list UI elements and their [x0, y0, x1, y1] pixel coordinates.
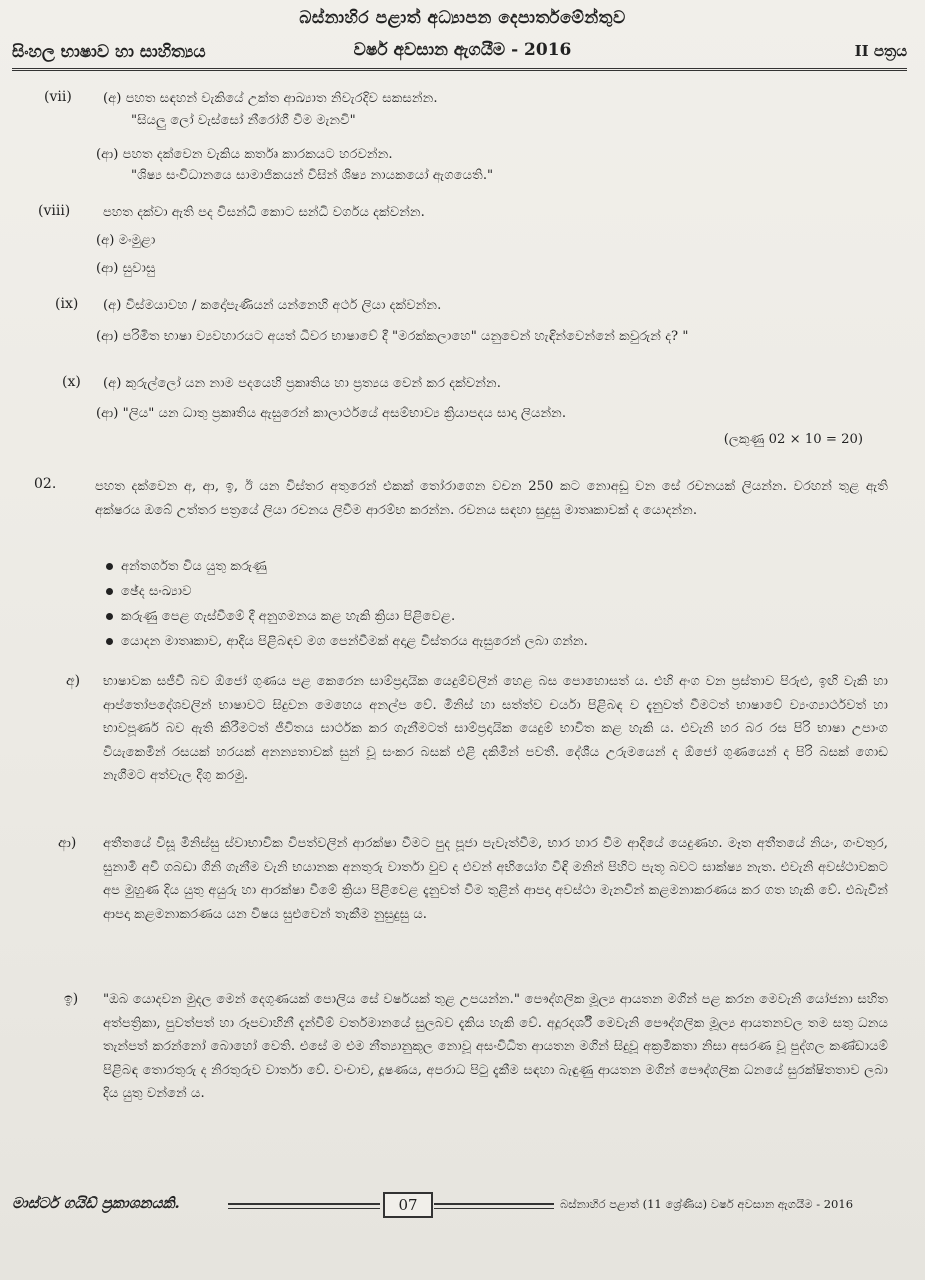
q2-a-label: අ) [66, 673, 81, 689]
header-department: බස්නාහිර පළාත් අධ්‍යාපන දෙපාර්තමේන්තුව [299, 8, 626, 28]
q1-ix-aa: (ආ) පරිමිත භාෂා ව්‍යවහාරයට අයත් ධීවර භාෂාවේ දී "මරක්කලාහෙ" යනුවෙන් හැඳින්වෙන්නේ කවුරුන් ද? " [96, 329, 689, 344]
q1-x-number: (x) [62, 374, 81, 390]
header-paper: II පත්‍රය [854, 42, 907, 60]
bullet-dot-icon [106, 613, 113, 620]
bullet-dot-icon [106, 588, 113, 595]
q2-i-label: ඉ) [64, 991, 79, 1007]
q1-ix-a: (අ) විස්මයාවහ / කදෝපැණියන් යන්නෙහි අර්ථ ලියා දක්වන්න. [103, 298, 442, 313]
q2-bullet-1: අන්තර්ගත විය යුතු කරුණු [106, 558, 267, 576]
q2-intro: පහත දක්වෙන අ, ආ, ඉ, ඊ යන විස්තර අතුරෙන් එකක් තෝරාගෙන වචන 250 කට නොඅඩු වන සේ රචනයක් ලියන්න. වරහන් තුළ ඇති අක්ෂරය ඔබේ උත්තර පත්‍රයේ ලියා රචනය ලිවීම ආරම්භ කරන්න. රචනය සඳහා සුදුසු මාතෘකාවක් ද යොදන්න. [95, 479, 888, 518]
q2-number: 02. [34, 476, 57, 492]
q2-i-text: "ඔබ යොදවන මුදල මෙන් දෙගුණයක් පොලිය සේ වර්ෂයක් තුළ උපයන්න." පෞද්ගලික මූල්‍ය ආයතන මගින් පළ කරන මෙවැනි යෝජනා සහිත අත්පත්‍රිකා, පුවත්පත් හා රූපවාහිනී දැන්වීම් වර්තමානයේ සුලබව දැකිය හැකි වේ. අදූරදර්ශී මෙවැනි පෞද්ගලික මූල්‍ය ආයතනවල තම සතු ධනය තැන්පත් කරන්නෝ බොහෝ වෙති. එසේ ම එම නීත්‍යානුකූල නොවූ අසංවිධිත ආයතන මගින් සිදුවූ අක්‍රමිකතා නිසා අසරණ වූ පුද්ගල කණ්ඩායම් පිළිබඳ තොරතුරු ද නිරතුරුව වාර්තා වේ. වංචාව, දූෂණය, අපරාධ පිටු දැකීම සඳහා බැඳුණු ආයතන මගින් පෞද්ගලික ධනයේ සුරක්ෂිතතාව ලබා දිය යුතු වන්නේ ය. [103, 992, 888, 1101]
q1-viii-text: පහත දක්වා ඇති පද විසන්ධි කොට සන්ධි වර්ගය දක්වන්න. [103, 205, 425, 220]
header-rule [12, 68, 907, 71]
q1-vii-aa-quote: "ශිෂ්‍ය සංවිධානයෙ සාමාජිකයන් විසින් ශිෂ්‍ය නායකයෝ ඇගයෙති." [131, 168, 494, 183]
bullet-dot-icon [106, 563, 113, 570]
bullet-dot-icon [106, 638, 113, 645]
q1-marks: (ලකුණු 02 × 10 = 20) [723, 432, 863, 447]
q2-bullet-3: කරුණු පෙළ ගැස්වීමේ දී අනුගමනය කළ හැකි ක්‍රියා පිළිවෙළ. [106, 608, 455, 626]
q1-vii-number: (vii) [44, 89, 72, 105]
q1-viii-number: (viii) [38, 203, 71, 219]
q1-viii-aa: (ආ) සුවාසු [96, 261, 156, 276]
footer-rule-right [434, 1203, 554, 1209]
q1-vii-a: (අ) පහත සඳහන් වැකියේ උක්ත ආඛ්‍යාත නිවැරදිව සකසන්න. [103, 91, 438, 106]
q1-ix-number: (ix) [55, 296, 79, 312]
q2-bullet-2: ඡේද සංඛ්‍යාව [106, 583, 192, 601]
q2-bullet-4: යොදන මාතෘකාව, ආදිය පිළිබඳව මග පෙන්වීමක් අදාළ විස්තරය ඇසුරෙන් ලබා ගන්න. [106, 633, 588, 651]
q1-x-aa: (ආ) "ලිය" යන ධාතු ප්‍රකෘතිය ඇසුරෙන් කාලාර්ථයේ අසම්භාව්‍ය ක්‍රියාපදය සාදා ලියන්න. [96, 406, 567, 421]
q1-x-a: (අ) කුරුල්ලෝ යන නාම පදයෙහි ප්‍රකෘතිය හා ප්‍රත්‍යය වෙන් කර දක්වන්න. [103, 376, 501, 391]
q1-vii-a-quote: "සියලු ලෝ වැස්සෝ නීරෝගී වීම මැනවි" [131, 113, 356, 128]
q2-aa-text: අතීතයේ විසූ මිනිස්සු ස්වාභාවික විපත්වලින් ආරක්ෂා වීමට පුද පූජා පැවැත්වීම, භාර හාර වීම ආදියේ යෙදුණහ. මෑත අතීතයේ නියං, ගංවතුර, සුනාමි අවි ගබඩා ගිනි ගැනීම වැනි භයානක අනතුරු වාර්තා වුව ද එවන් අභියෝග විඳි මනින් පිහිට පැතූ බවට සාක්ෂ්‍ය නැත. එවැනි අවස්ථාවකට අප මුහුණ දිය යුතු අයුරු හා ආරක්ෂා වීමේ ක්‍රියා පිළිවෙළ දැනුවත් වීම තුළින් ආපදා අවස්ථා මැනවින් කළමනාකරණය කර ගත හැකි වේ. එබැවින් ආපදා කළමනාකරණය යන විෂය සුළුවෙන් තැකීම නුසුදුසු ය. [103, 836, 888, 922]
header-exam-title: වර්ෂ අවසාන ඇගයීම - 2016 [353, 40, 572, 60]
footer-publisher: මාස්ටර් ගයිඩ් ප්‍රකාශනයකි. [12, 1194, 180, 1212]
header-subject: සිංහල භාෂාව හා සාහිත්‍යය [12, 42, 206, 62]
q2-aa-label: ආ) [58, 835, 77, 851]
q2-a-text: භාෂාවක සජීවී බව ඕජෝ ගුණය පළ කෙරෙන සාම්ප්‍රදායික යෙදුම්වලින් හෙළ බස පොහොසත් ය. එහි අංග වන ප්‍රස්තාව පිරුළු, ඉඟි වැකි හා ආප්තෝපදේශවලින් භාෂාවට සිදුවන මෙහෙය අනල්ප වේ. මිනිස් හා සත්ත්ව චර්යා පිළිබඳ ව දැනුවත් වීමටත් භාෂාවේ ව්‍යංග්‍යාර්ථවත් හා භාවපූර්ණ බව ඇති කිරීමටත් ජීවිතය සාර්ථක කර ගැනීමටත් සාම්ප්‍රදායික යෙදුම් භාවිත කළ හැකි ය. එවැනි හර බර රස පිරි භාෂා උපාංග වියැකෙමින් රසයක් හරයක් අනන්‍යතාවක් සුන් වූ සංකර බසක් එළි දකිමින් පවතී. දේශීය උරුමයෙන් ද ඕජෝ ගුණයෙන් ද පිරි බසක් ගොඩ නැගීමට අත්වැල දිගු කරමු. [103, 674, 888, 783]
footer-page-number: 07 [383, 1192, 433, 1218]
q1-viii-a: (අ) මංමුළා [96, 233, 156, 248]
q1-vii-aa: (ආ) පහත දක්වෙන වැකිය කර්තෘ කාරකයට හරවන්න. [96, 147, 393, 162]
footer-rule-left [228, 1203, 380, 1209]
footer-exam-info: බස්නාහිර පළාත් (11 ශ්‍රේණිය) වර්ෂ අවසාන ඇගයීම - 2016 [560, 1197, 854, 1211]
